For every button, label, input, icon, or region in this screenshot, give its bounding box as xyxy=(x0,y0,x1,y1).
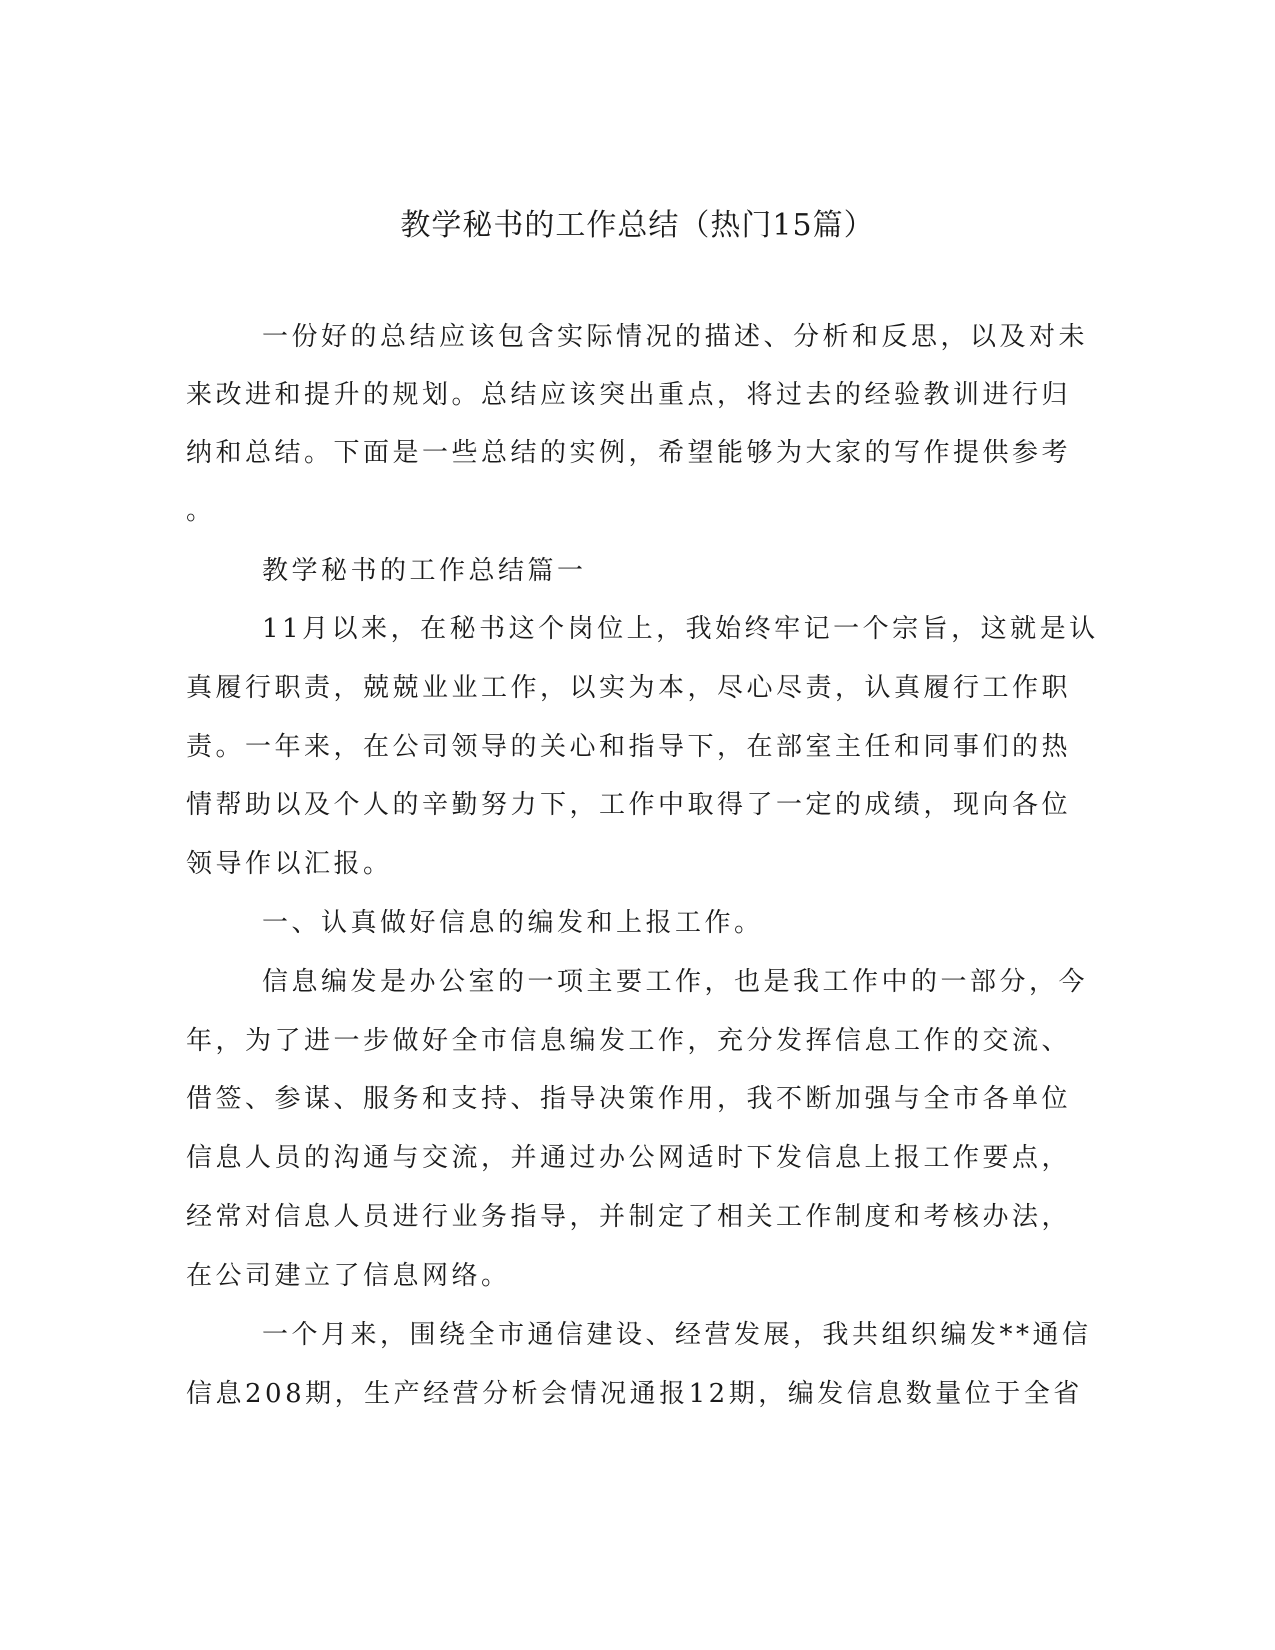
paragraph-line: 在公司建立了信息网络。 xyxy=(186,1261,511,1291)
subsection-heading: 一、认真做好信息的编发和上报工作。 xyxy=(262,908,764,938)
paragraph-line: 真履行职责，兢兢业业工作，以实为本，尽心尽责，认真履行工作职 xyxy=(186,673,1072,703)
paragraph-line: 责。一年来，在公司领导的关心和指导下，在部室主任和同事们的热 xyxy=(186,732,1072,762)
paragraph-line: 年，为了进一步做好全市信息编发工作，充分发挥信息工作的交流、 xyxy=(186,1026,1072,1056)
paragraph-line: 纳和总结。下面是一些总结的实例，希望能够为大家的写作提供参考 xyxy=(186,438,1072,468)
paragraph-line: 信息208期，生产经营分析会情况通报12期，编发信息数量位于全省 xyxy=(186,1379,1083,1409)
paragraph-line: 经常对信息人员进行业务指导，并制定了相关工作制度和考核办法， xyxy=(186,1202,1072,1232)
paragraph-line: 一个月来，围绕全市通信建设、经营发展，我共组织编发**通信 xyxy=(262,1320,1092,1350)
paragraph-line: 。 xyxy=(186,496,216,526)
paragraph-line: 来改进和提升的规划。总结应该突出重点，将过去的经验教训进行归 xyxy=(186,380,1072,410)
paragraph-line: 一份好的总结应该包含实际情况的描述、分析和反思，以及对未 xyxy=(262,322,1089,352)
paragraph-line: 11月以来，在秘书这个岗位上，我始终牢记一个宗旨，这就是认 xyxy=(262,614,1099,644)
paragraph-line: 领导作以汇报。 xyxy=(186,849,393,879)
paragraph-line: 借签、参谋、服务和支持、指导决策作用，我不断加强与全市各单位 xyxy=(186,1084,1072,1114)
section-heading: 教学秘书的工作总结篇一 xyxy=(262,556,587,586)
document-title: 教学秘书的工作总结（热门15篇） xyxy=(400,208,875,243)
paragraph-line: 信息编发是办公室的一项主要工作，也是我工作中的一部分，今 xyxy=(262,967,1089,997)
paragraph-line: 信息人员的沟通与交流，并通过办公网适时下发信息上报工作要点， xyxy=(186,1143,1072,1173)
paragraph-line: 情帮助以及个人的辛勤努力下，工作中取得了一定的成绩，现向各位 xyxy=(186,790,1072,820)
